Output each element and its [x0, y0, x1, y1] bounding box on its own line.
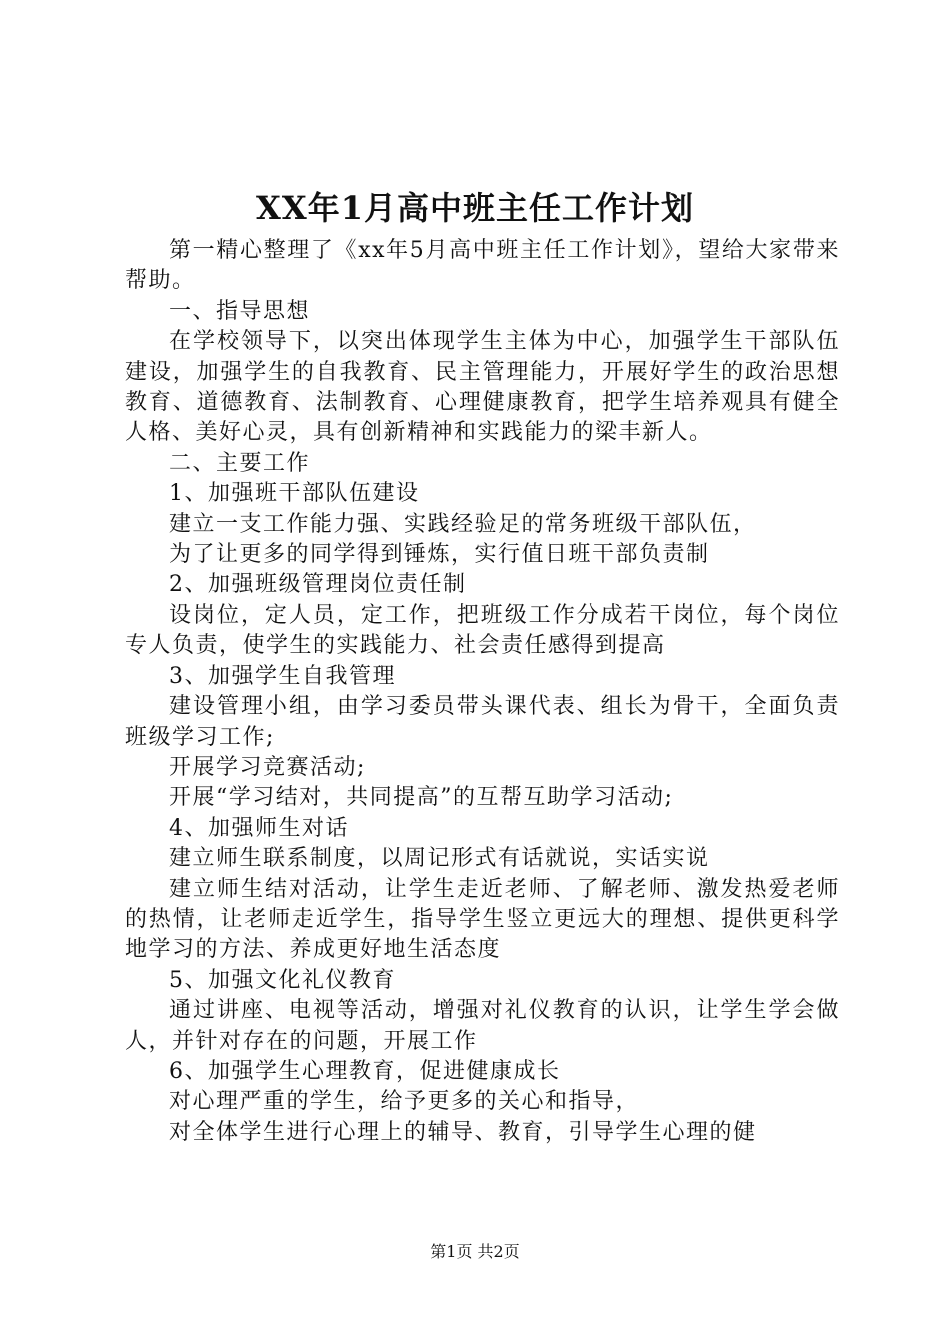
subsection-heading: 1、加强班干部队伍建设	[169, 481, 420, 507]
paragraph: 对全体学生进行心理上的辅导、教育，引导学生心理的健	[169, 1119, 757, 1145]
page-footer	[0, 1238, 950, 1266]
paragraph: 通过讲座、电视等活动，增强对礼仪教育的认识，让学生学会做人，并针对存在的问题，开展工作	[125, 998, 840, 1054]
section-heading: 二、主要工作	[169, 450, 311, 476]
subsection-heading: 2、加强班级管理岗位责任制	[169, 572, 467, 598]
subsection-heading: 6、加强学生心理教育，促进健康成长	[169, 1058, 561, 1084]
paragraph: 为了让更多的同学得到锤炼，实行值日班干部负责制	[169, 542, 710, 568]
page-number: 第1页 共2页	[430, 1242, 520, 1261]
paragraph: 建立师生联系制度，以周记形式有话就说，实话实说	[169, 846, 710, 872]
subsection-heading: 5、加强文化礼仪教育	[169, 967, 396, 993]
paragraph: 建立师生结对活动，让学生走近老师、了解老师、激发热爱老师的热情，让老师走近学生，指导学生竖立更远大的理想、提供更科学地学习的方法、养成更好地生活态度	[125, 876, 840, 963]
paragraph: 对心理严重的学生，给予更多的关心和指导，	[169, 1089, 640, 1115]
paragraph: 开展“学习结对，共同提高”的互帮互助学习活动;	[169, 785, 674, 811]
subsection-heading: 4、加强师生对话	[169, 815, 349, 841]
document-title: XX年1月高中班主任工作计划	[256, 189, 694, 227]
paragraph: 第一精心整理了《xx年5月高中班主任工作计划》，望给大家带来帮助。	[125, 238, 840, 294]
paragraph: 在学校领导下，以突出体现学生主体为中心，加强学生干部队伍建设，加强学生的自我教育、民主管理能力，开展好学生的政治思想教育、道德教育、法制教育、心理健康教育，把学生培养观具有健全人格、美好心灵，具有创新精神和实践能力的梁丰新人。	[125, 329, 840, 446]
paragraph: 建立一支工作能力强、实践经验足的常务班级干部队伍，	[169, 511, 757, 537]
paragraph: 开展学习竞赛活动;	[169, 754, 366, 780]
document-body	[125, 236, 840, 1148]
section-heading: 一、指导思想	[169, 298, 311, 324]
paragraph: 设岗位，定人员，定工作，把班级工作分成若干岗位，每个岗位专人负责，使学生的实践能力、社会责任感得到提高	[125, 602, 840, 659]
subsection-heading: 3、加强学生自我管理	[169, 663, 396, 689]
paragraph: 建设管理小组，由学习委员带头课代表、组长为骨干，全面负责班级学习工作;	[125, 694, 840, 750]
